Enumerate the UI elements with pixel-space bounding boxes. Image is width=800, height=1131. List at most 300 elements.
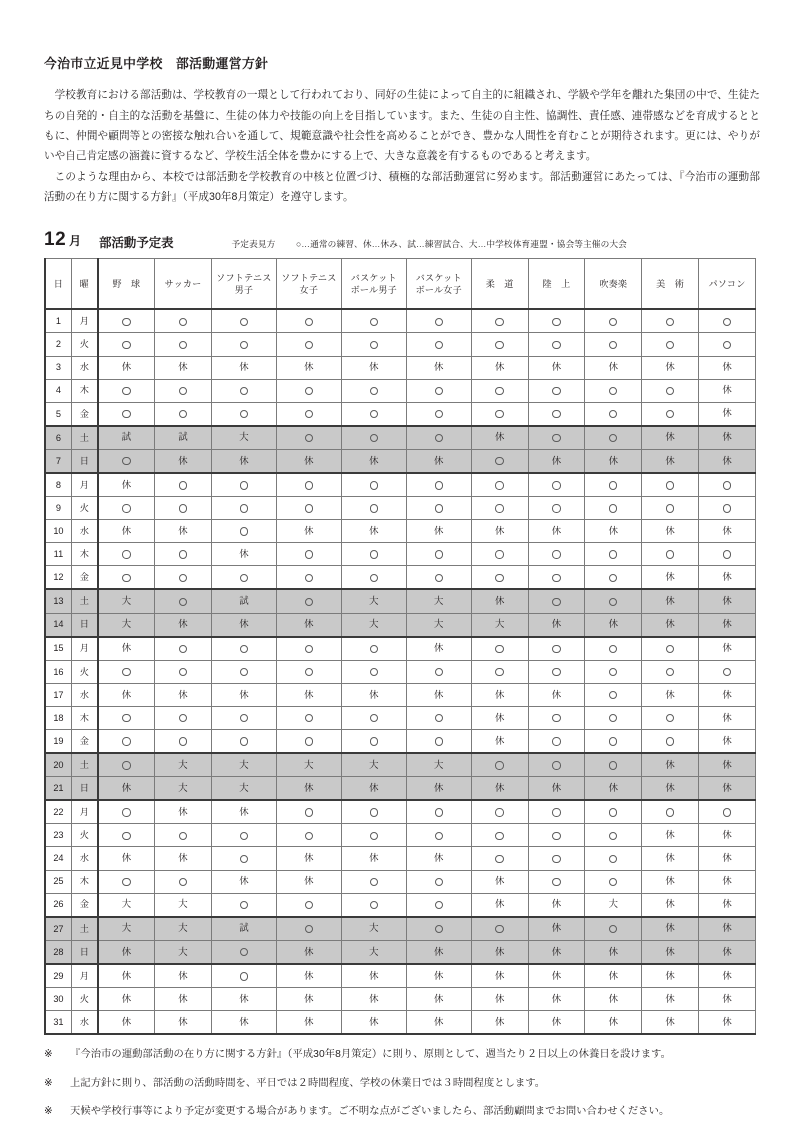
cell-mark-tournament xyxy=(98,589,155,613)
cell-mark-rest xyxy=(699,683,756,706)
cell-mark-rest xyxy=(699,566,756,590)
cell-mark-rest xyxy=(585,940,642,964)
circle-icon xyxy=(435,341,443,349)
cell-mark-normal-practice xyxy=(699,497,756,520)
cell-mark-rest xyxy=(642,1011,699,1035)
mark-label: 大 xyxy=(369,758,379,770)
circle-icon xyxy=(609,434,617,442)
mark-label: 休 xyxy=(665,361,675,373)
mark-label: 休 xyxy=(494,781,505,793)
circle-icon xyxy=(240,972,248,980)
cell-mark-rest xyxy=(406,777,471,801)
mark-label: 休 xyxy=(239,1015,249,1027)
cell-mark-rest xyxy=(699,917,756,941)
circle-icon xyxy=(552,550,560,558)
cell-mark-normal-practice xyxy=(276,566,341,590)
mark-label: 休 xyxy=(551,922,562,934)
circle-icon xyxy=(305,714,313,722)
mark-label: 休 xyxy=(494,992,505,1004)
table-row xyxy=(45,706,756,729)
circle-icon xyxy=(240,387,248,395)
cell-mark-rest xyxy=(98,637,155,661)
cell-weekday: 木 xyxy=(71,379,97,402)
circle-icon xyxy=(609,598,617,606)
cell-mark-normal-practice xyxy=(211,730,276,754)
cell-mark-rest xyxy=(276,964,341,988)
mark-label: 休 xyxy=(608,992,618,1004)
table-row xyxy=(45,543,756,566)
circle-icon xyxy=(305,737,313,745)
mark-label: 休 xyxy=(551,524,562,536)
mark-label: 休 xyxy=(551,781,562,793)
cell-mark-normal-practice xyxy=(642,402,699,426)
cell-weekday: 日 xyxy=(71,449,97,473)
circle-icon xyxy=(495,645,503,653)
cell-mark-normal-practice xyxy=(406,917,471,941)
cell-mark-normal-practice xyxy=(585,497,642,520)
cell-mark-normal-practice xyxy=(406,543,471,566)
cell-mark-rest xyxy=(699,730,756,754)
mark-label: 休 xyxy=(551,361,562,373)
circle-icon xyxy=(495,341,503,349)
mark-label: 休 xyxy=(551,969,562,981)
note-bullet-icon: ※ xyxy=(44,1049,53,1061)
cell-mark-rest xyxy=(471,589,528,613)
circle-icon xyxy=(609,504,617,512)
mark-label: 大 xyxy=(434,758,444,770)
cell-mark-normal-practice xyxy=(642,473,699,497)
cell-day: 9 xyxy=(45,497,71,520)
circle-icon xyxy=(552,410,560,418)
cell-mark-tournament xyxy=(98,613,155,637)
mark-label: 大 xyxy=(121,618,132,630)
circle-icon xyxy=(179,387,187,395)
cell-mark-tournament xyxy=(211,753,276,777)
mark-label: 休 xyxy=(369,688,379,700)
cell-mark-rest xyxy=(276,613,341,637)
mark-label: 休 xyxy=(608,781,618,793)
cell-day: 14 xyxy=(45,613,71,637)
mark-label: 大 xyxy=(178,898,188,910)
cell-day: 25 xyxy=(45,870,71,893)
cell-mark-normal-practice xyxy=(471,379,528,402)
cell-weekday: 月 xyxy=(71,964,97,988)
circle-icon xyxy=(240,855,248,863)
cell-mark-normal-practice xyxy=(211,497,276,520)
mark-label: 休 xyxy=(178,618,188,630)
mark-label: 休 xyxy=(369,781,379,793)
cell-mark-normal-practice xyxy=(699,309,756,333)
table-row xyxy=(45,870,756,893)
table-row xyxy=(45,449,756,473)
circle-icon xyxy=(122,574,130,582)
cell-mark-normal-practice xyxy=(98,497,155,520)
cell-mark-tournament xyxy=(341,613,406,637)
cell-mark-normal-practice xyxy=(528,637,585,661)
table-row xyxy=(45,777,756,801)
month-number: 12 xyxy=(44,229,67,251)
cell-mark-rest xyxy=(642,964,699,988)
cell-mark-normal-practice xyxy=(276,917,341,941)
mark-label: 休 xyxy=(369,524,379,536)
cell-weekday: 木 xyxy=(71,870,97,893)
mark-label: 試 xyxy=(239,922,249,934)
circle-icon xyxy=(370,481,378,489)
circle-icon xyxy=(435,481,443,489)
mark-label: 休 xyxy=(722,384,732,396)
circle-icon xyxy=(240,410,248,418)
cell-mark-normal-practice xyxy=(98,333,155,356)
circle-icon xyxy=(179,737,187,745)
circle-icon xyxy=(179,550,187,558)
circle-icon xyxy=(666,668,674,676)
cell-mark-rest xyxy=(699,379,756,402)
mark-label: 休 xyxy=(434,945,444,957)
cell-mark-rest xyxy=(276,847,341,870)
cell-day: 24 xyxy=(45,847,71,870)
circle-icon xyxy=(435,925,443,933)
note-bullet-icon: ※ xyxy=(44,1106,53,1118)
cell-mark-normal-practice xyxy=(341,543,406,566)
cell-mark-normal-practice xyxy=(276,893,341,917)
circle-icon xyxy=(370,434,378,442)
cell-mark-normal-practice xyxy=(276,660,341,683)
cell-mark-practice-match xyxy=(98,426,155,450)
cell-mark-normal-practice xyxy=(155,543,212,566)
cell-day: 29 xyxy=(45,964,71,988)
cell-day: 13 xyxy=(45,589,71,613)
cell-mark-rest xyxy=(341,449,406,473)
mark-label: 休 xyxy=(551,1015,562,1027)
cell-mark-rest xyxy=(642,426,699,450)
cell-mark-normal-practice xyxy=(276,333,341,356)
mark-label: 休 xyxy=(304,1015,314,1027)
mark-label: 休 xyxy=(121,524,132,536)
cell-mark-rest xyxy=(406,1011,471,1035)
circle-icon xyxy=(370,714,378,722)
cell-day: 5 xyxy=(45,402,71,426)
cell-mark-normal-practice xyxy=(585,660,642,683)
mark-label: 休 xyxy=(722,875,732,887)
circle-icon xyxy=(305,434,313,442)
cell-weekday: 日 xyxy=(71,613,97,637)
cell-mark-rest xyxy=(642,847,699,870)
table-row xyxy=(45,847,756,870)
table-row xyxy=(45,1011,756,1035)
mark-label: 休 xyxy=(551,898,562,910)
circle-icon xyxy=(723,481,731,489)
cell-mark-tournament xyxy=(211,426,276,450)
cell-mark-normal-practice xyxy=(341,333,406,356)
circle-icon xyxy=(495,808,503,816)
circle-icon xyxy=(609,808,617,816)
cell-mark-rest xyxy=(155,847,212,870)
cell-mark-normal-practice xyxy=(155,637,212,661)
cell-weekday: 木 xyxy=(71,543,97,566)
cell-mark-rest xyxy=(155,683,212,706)
mark-label: 休 xyxy=(722,852,732,864)
note-item xyxy=(44,1048,760,1062)
cell-mark-rest xyxy=(406,637,471,661)
mark-label: 休 xyxy=(665,524,675,536)
mark-label: 休 xyxy=(494,595,505,607)
cell-mark-normal-practice xyxy=(341,730,406,754)
cell-mark-rest xyxy=(211,356,276,379)
cell-mark-rest xyxy=(642,940,699,964)
note-text: 天候や学校行事等により予定が変更する場合があります。ご不明な点がございましたら、部活動顧問までお問い合わせください。 xyxy=(70,1106,670,1118)
cell-mark-normal-practice xyxy=(471,800,528,824)
mark-label: 休 xyxy=(304,969,314,981)
cell-mark-normal-practice xyxy=(406,402,471,426)
circle-icon xyxy=(370,341,378,349)
cell-mark-normal-practice xyxy=(406,473,471,497)
cell-mark-normal-practice xyxy=(528,497,585,520)
circle-icon xyxy=(609,341,617,349)
mark-label: 休 xyxy=(722,361,732,373)
cell-mark-tournament xyxy=(341,917,406,941)
cell-mark-normal-practice xyxy=(341,309,406,333)
mark-label: 休 xyxy=(722,571,732,583)
cell-mark-normal-practice xyxy=(98,379,155,402)
cell-mark-rest xyxy=(471,777,528,801)
mark-label: 休 xyxy=(551,454,562,466)
cell-mark-normal-practice xyxy=(585,683,642,706)
circle-icon xyxy=(666,808,674,816)
mark-label: 大 xyxy=(369,945,379,957)
cell-mark-rest xyxy=(471,964,528,988)
cell-mark-rest xyxy=(98,473,155,497)
circle-icon xyxy=(609,925,617,933)
circle-icon xyxy=(122,878,130,886)
cell-mark-normal-practice xyxy=(211,940,276,964)
cell-mark-rest xyxy=(98,1011,155,1035)
cell-mark-normal-practice xyxy=(528,473,585,497)
cell-mark-normal-practice xyxy=(642,379,699,402)
cell-mark-rest xyxy=(585,964,642,988)
circle-icon xyxy=(723,668,731,676)
mark-label: 休 xyxy=(608,945,618,957)
cell-mark-rest xyxy=(471,426,528,450)
circle-icon xyxy=(495,318,503,326)
mark-label: 休 xyxy=(665,758,675,770)
circle-icon xyxy=(305,808,313,816)
cell-day: 21 xyxy=(45,777,71,801)
circle-icon xyxy=(240,574,248,582)
circle-icon xyxy=(122,832,130,840)
circle-icon xyxy=(609,855,617,863)
mark-label: 休 xyxy=(239,805,249,817)
cell-mark-normal-practice xyxy=(341,706,406,729)
mark-label: 大 xyxy=(121,898,132,910)
mark-label: 休 xyxy=(665,1015,675,1027)
cell-mark-normal-practice xyxy=(471,824,528,847)
cell-mark-normal-practice xyxy=(471,566,528,590)
cell-mark-normal-practice xyxy=(585,706,642,729)
month-unit-label: 月 xyxy=(69,234,82,249)
cell-mark-rest xyxy=(528,1011,585,1035)
mark-label: 休 xyxy=(304,852,314,864)
cell-mark-rest xyxy=(642,356,699,379)
cell-mark-normal-practice xyxy=(211,379,276,402)
note-item xyxy=(44,1077,760,1091)
circle-icon xyxy=(552,598,560,606)
cell-mark-normal-practice xyxy=(528,800,585,824)
mark-label: 休 xyxy=(178,1015,188,1027)
mark-label: 休 xyxy=(722,618,732,630)
mark-label: 休 xyxy=(722,734,732,746)
cell-mark-normal-practice xyxy=(585,637,642,661)
circle-icon xyxy=(609,387,617,395)
circle-icon xyxy=(495,925,503,933)
mark-label: 休 xyxy=(722,969,732,981)
circle-icon xyxy=(179,341,187,349)
cell-mark-rest xyxy=(585,613,642,637)
cell-mark-normal-practice xyxy=(155,566,212,590)
circle-icon xyxy=(552,878,560,886)
cell-mark-rest xyxy=(471,706,528,729)
mark-label: 休 xyxy=(239,875,249,887)
column-header-day: 日 xyxy=(45,259,71,310)
circle-icon xyxy=(122,318,130,326)
circle-icon xyxy=(122,668,130,676)
cell-mark-rest xyxy=(98,683,155,706)
mark-label: 休 xyxy=(369,361,379,373)
circle-icon xyxy=(609,737,617,745)
cell-weekday: 火 xyxy=(71,988,97,1011)
cell-mark-normal-practice xyxy=(528,824,585,847)
circle-icon xyxy=(179,832,187,840)
mark-label: 休 xyxy=(304,781,314,793)
circle-icon xyxy=(122,410,130,418)
circle-icon xyxy=(370,410,378,418)
column-header-club: パソコン xyxy=(699,259,756,310)
cell-weekday: 水 xyxy=(71,520,97,543)
circle-icon xyxy=(305,832,313,840)
cell-mark-tournament xyxy=(276,753,341,777)
mark-label: 休 xyxy=(178,688,188,700)
cell-mark-rest xyxy=(528,917,585,941)
circle-icon xyxy=(552,341,560,349)
cell-mark-rest xyxy=(406,356,471,379)
cell-mark-normal-practice xyxy=(406,426,471,450)
mark-label: 休 xyxy=(494,524,505,536)
cell-mark-rest xyxy=(155,356,212,379)
cell-mark-tournament xyxy=(585,893,642,917)
cell-mark-normal-practice xyxy=(341,497,406,520)
cell-mark-normal-practice xyxy=(406,706,471,729)
cell-mark-normal-practice xyxy=(699,333,756,356)
cell-mark-rest xyxy=(642,870,699,893)
mark-label: 休 xyxy=(304,875,314,887)
cell-mark-normal-practice xyxy=(699,660,756,683)
mark-label: 休 xyxy=(434,642,444,654)
cell-mark-normal-practice xyxy=(406,379,471,402)
cell-mark-rest xyxy=(341,777,406,801)
mark-label: 大 xyxy=(178,781,188,793)
cell-mark-rest xyxy=(276,520,341,543)
cell-mark-rest xyxy=(585,988,642,1011)
cell-mark-normal-practice xyxy=(211,309,276,333)
circle-icon xyxy=(305,668,313,676)
cell-mark-normal-practice xyxy=(471,309,528,333)
circle-icon xyxy=(552,761,560,769)
cell-day: 7 xyxy=(45,449,71,473)
circle-icon xyxy=(609,574,617,582)
cell-mark-normal-practice xyxy=(276,543,341,566)
mark-label: 休 xyxy=(121,1015,132,1027)
cell-mark-normal-practice xyxy=(211,893,276,917)
cell-mark-rest xyxy=(341,356,406,379)
table-row xyxy=(45,917,756,941)
circle-icon xyxy=(495,504,503,512)
table-row xyxy=(45,613,756,637)
mark-label: 大 xyxy=(239,758,249,770)
cell-mark-normal-practice xyxy=(406,730,471,754)
mark-label: 休 xyxy=(665,595,675,607)
mark-label: 休 xyxy=(121,478,132,490)
cell-weekday: 金 xyxy=(71,566,97,590)
circle-icon xyxy=(240,832,248,840)
cell-mark-rest xyxy=(471,988,528,1011)
mark-label: 休 xyxy=(665,431,675,443)
mark-label: 休 xyxy=(722,898,732,910)
cell-mark-normal-practice xyxy=(528,426,585,450)
cell-mark-practice-match xyxy=(211,917,276,941)
cell-mark-practice-match xyxy=(211,589,276,613)
cell-weekday: 日 xyxy=(71,940,97,964)
cell-mark-rest xyxy=(642,917,699,941)
cell-mark-tournament xyxy=(341,940,406,964)
circle-icon xyxy=(609,645,617,653)
mark-label: 試 xyxy=(239,595,249,607)
footer-notes xyxy=(44,1048,760,1119)
cell-mark-rest xyxy=(276,777,341,801)
circle-icon xyxy=(179,318,187,326)
cell-mark-normal-practice xyxy=(528,333,585,356)
table-body xyxy=(45,309,756,1034)
cell-mark-normal-practice xyxy=(406,893,471,917)
mark-label: 休 xyxy=(369,852,379,864)
cell-mark-normal-practice xyxy=(155,706,212,729)
circle-icon xyxy=(305,318,313,326)
mark-label: 大 xyxy=(178,758,188,770)
mark-label: 休 xyxy=(494,711,505,723)
cell-mark-rest xyxy=(406,988,471,1011)
cell-mark-rest xyxy=(699,988,756,1011)
cell-mark-normal-practice xyxy=(341,637,406,661)
mark-label: 休 xyxy=(304,618,314,630)
circle-icon xyxy=(609,550,617,558)
table-head xyxy=(45,259,756,310)
month-heading xyxy=(44,229,81,251)
circle-icon xyxy=(552,832,560,840)
circle-icon xyxy=(305,925,313,933)
circle-icon xyxy=(552,504,560,512)
circle-icon xyxy=(609,761,617,769)
cell-day: 27 xyxy=(45,917,71,941)
cell-mark-normal-practice xyxy=(585,426,642,450)
cell-mark-normal-practice xyxy=(211,566,276,590)
circle-icon xyxy=(370,387,378,395)
circle-icon xyxy=(305,481,313,489)
cell-mark-normal-practice xyxy=(585,589,642,613)
circle-icon xyxy=(435,574,443,582)
cell-mark-tournament xyxy=(155,917,212,941)
mark-label: 休 xyxy=(304,992,314,1004)
cell-mark-normal-practice xyxy=(642,660,699,683)
mark-label: 休 xyxy=(551,992,562,1004)
cell-day: 2 xyxy=(45,333,71,356)
